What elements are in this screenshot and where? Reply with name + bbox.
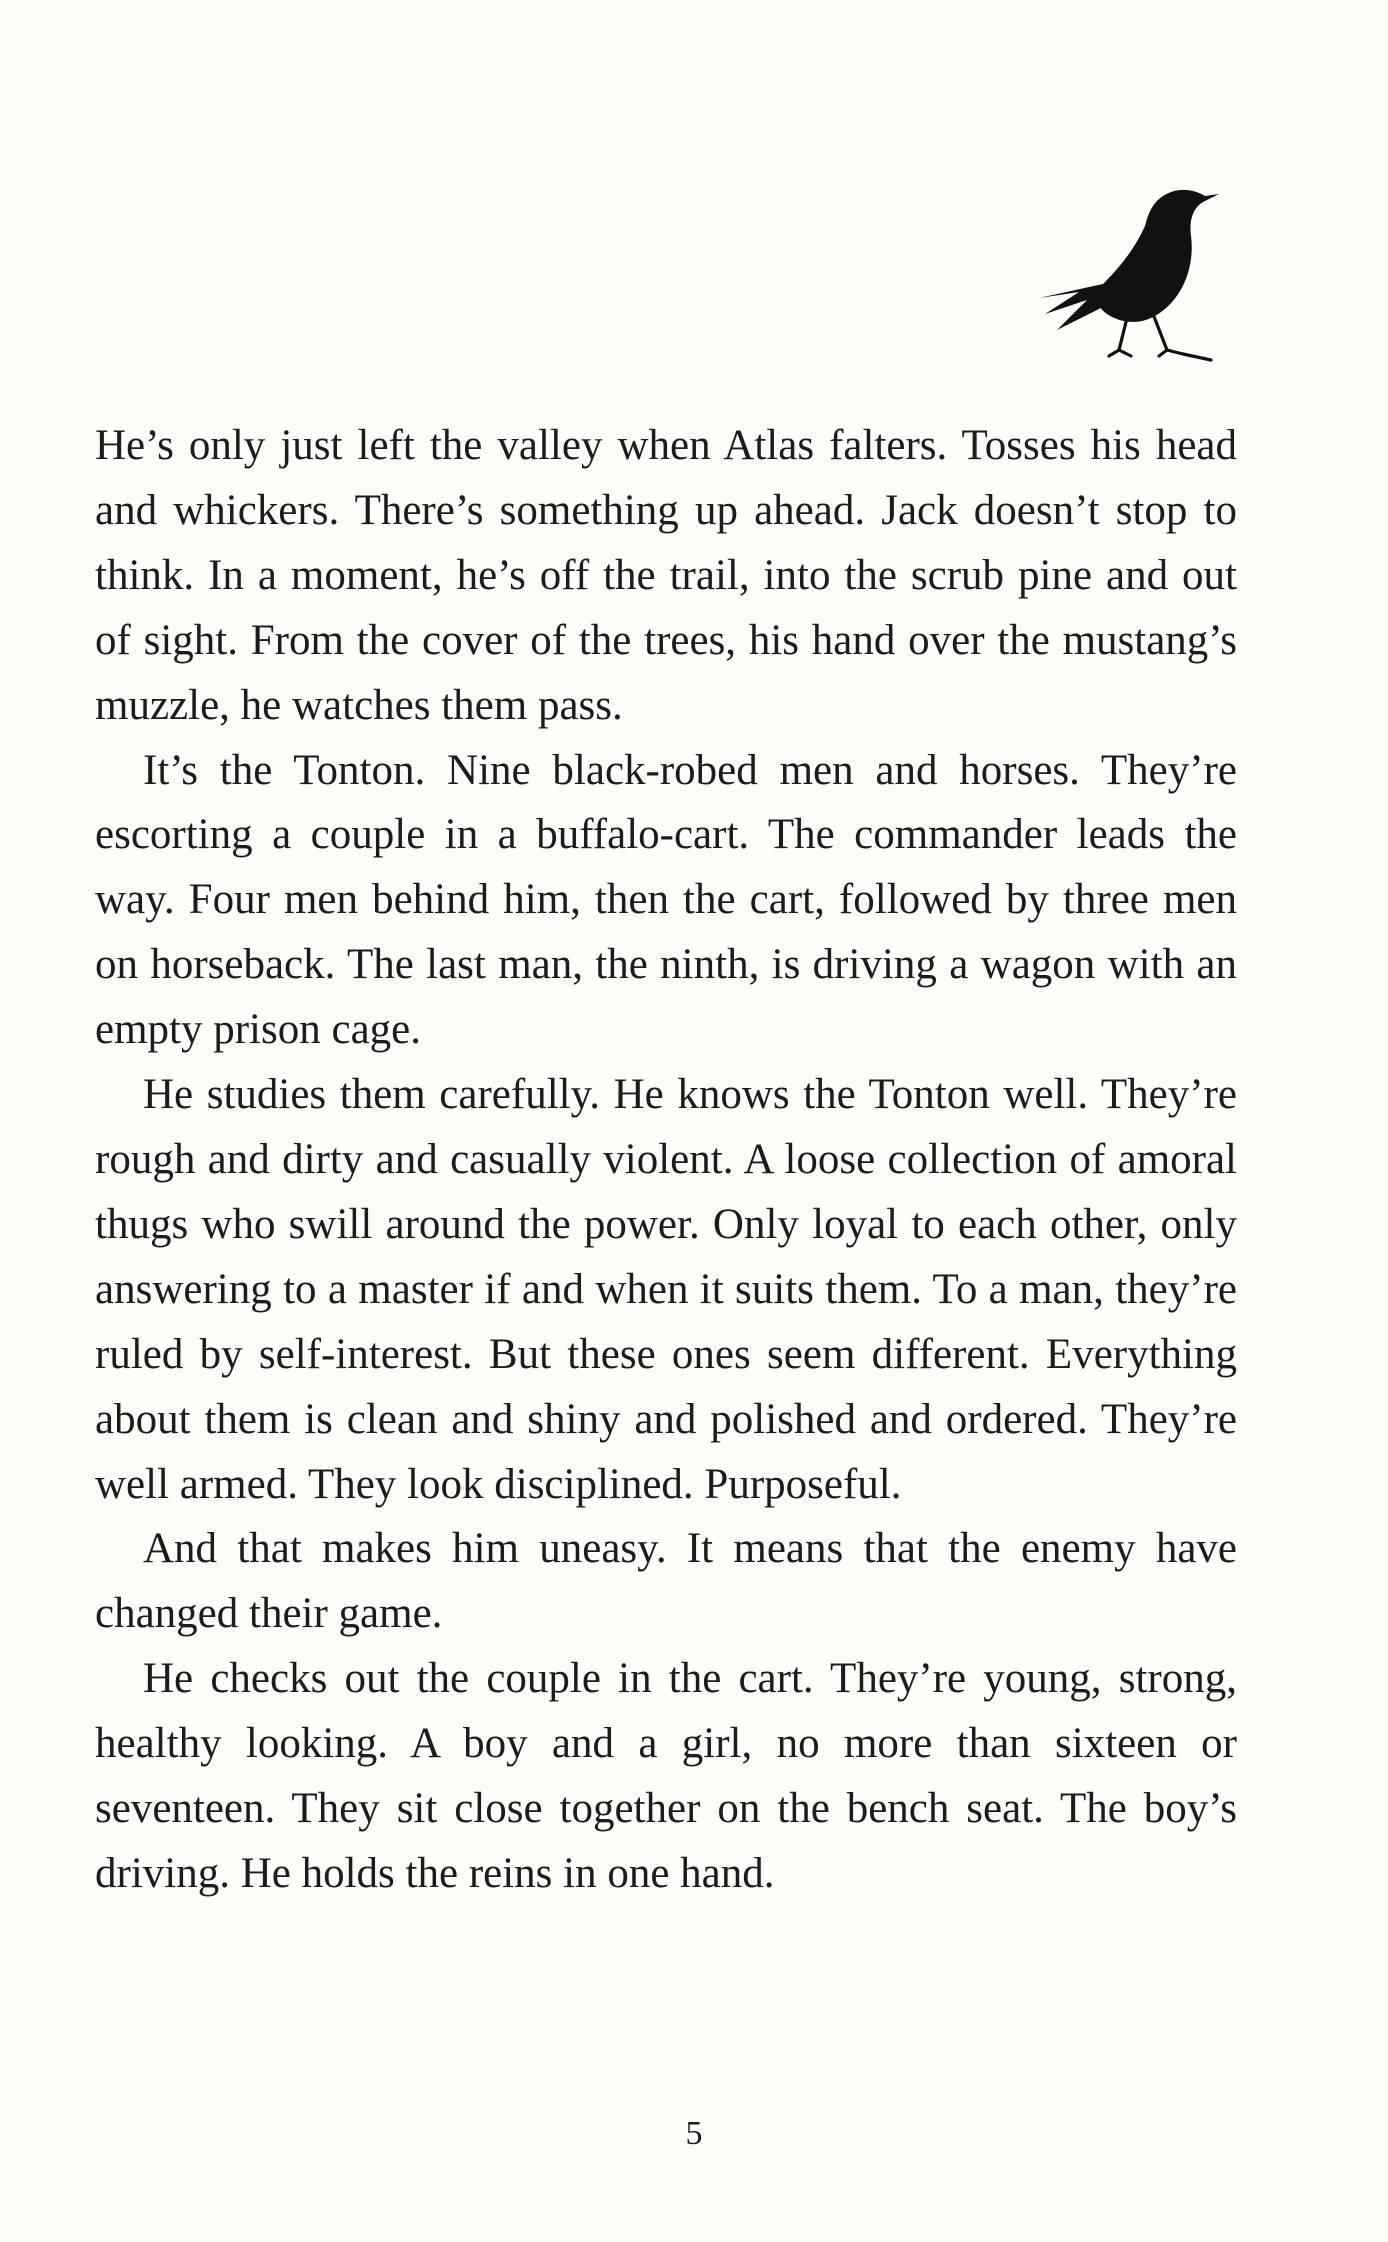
paragraph: It’s the Tonton. Nine black-robed men and horses. They’re escorting a couple in a buffalo-cart. The commander leads the way. Four men behind him, then the cart, followed by three men on horseback. The last man, the ninth, is driving a wagon with an empty prison cage. — [95, 746, 1237, 1054]
paragraph: And that makes him uneasy. It means that the enemy have changed their game. — [95, 1525, 1237, 1638]
crow-body — [1098, 190, 1219, 322]
paragraph: He studies them carefully. He knows the Tonton well. They’re rough and dirty and casually violent. A loose collection of amoral thugs who swill around the power. Only loyal to each other, only answering to a master if and when it suits them. To a man, they’re ruled by self-interest. But these ones seem different. Everything about them is clean and shiny and polished and ordered. They’re well armed. They look disciplined. Purposeful. — [95, 1071, 1237, 1508]
crow-icon — [1035, 180, 1220, 362]
page-number: 5 — [685, 2115, 703, 2152]
paragraph: He’s only just left the valley when Atlas falters. Tosses his head and whickers. There’s something up ahead. Jack doesn’t stop to think. In a moment, he’s off the trail, into the scrub pine and out of sight. From the cover of the trees, his hand over the mustang’s muzzle, he watches them pass. — [95, 422, 1237, 729]
body-text — [95, 414, 1237, 1907]
paragraph: He checks out the couple in the cart. They’re young, strong, healthy looking. A boy and a girl, no more than sixteen or seventeen. They sit close together on the bench seat. The boy’s driving. He holds the reins in one hand. — [95, 1655, 1237, 1897]
